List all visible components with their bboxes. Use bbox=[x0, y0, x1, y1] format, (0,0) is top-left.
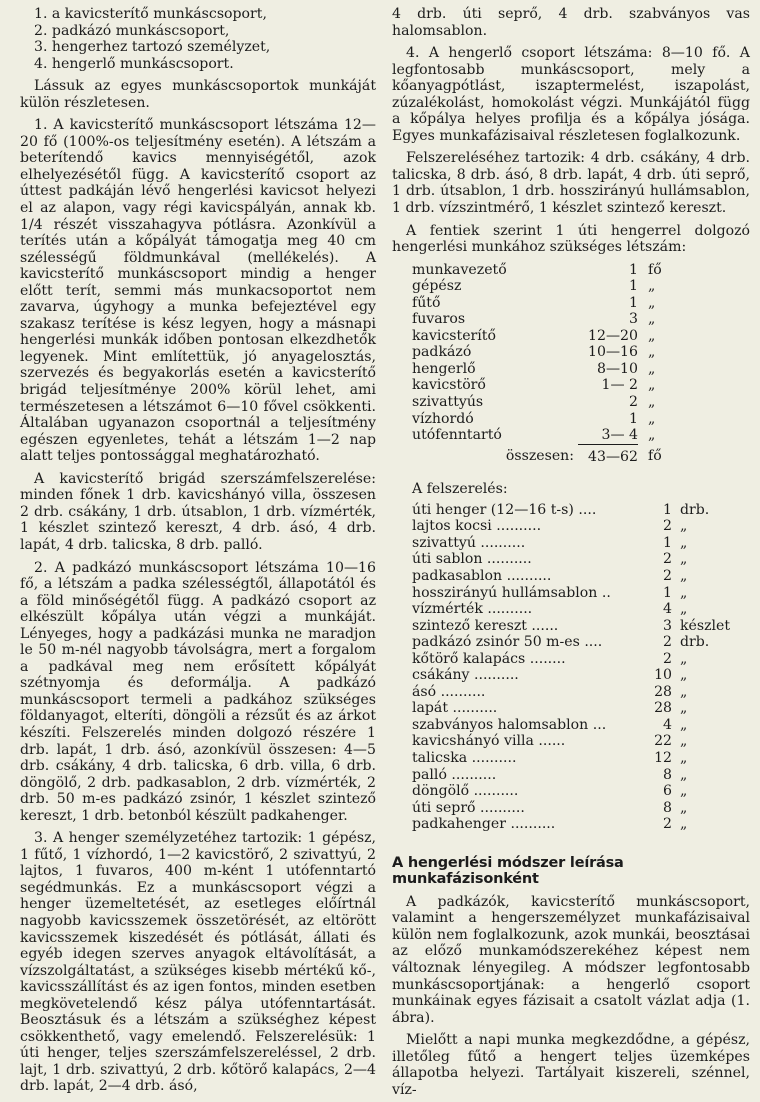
equipment-count: 3 bbox=[663, 617, 672, 634]
staff-role: fűtő bbox=[412, 294, 441, 311]
equipment-item: szabványos halomsablon ... bbox=[412, 716, 607, 733]
paragraph: A fentiek szerint 1 úti hengerrel dolgozó hengerlési munkához szükséges létszám: bbox=[392, 222, 750, 256]
staff-count: 1— 2 bbox=[601, 377, 638, 394]
staff-count: 3 bbox=[629, 311, 638, 328]
table-row bbox=[412, 618, 740, 635]
equipment-count: 8 bbox=[663, 799, 672, 816]
staff-role: szivattyús bbox=[412, 394, 484, 411]
equipment-item: lapát .......... bbox=[412, 700, 498, 717]
table-row bbox=[412, 394, 688, 411]
paragraph: A kavicsterítő brigád szerszámfelszerelése: minden főnek 1 drb. kavicshányó villa, összesen 2 drb. csákány, 1 drb. útsablon, 1 drb. vízmérték, 1 készlet szintező kereszt, 4 drb. ásó, 4 drb. lapát, 4 drb. talicska, 8 drb. palló. bbox=[20, 470, 376, 553]
equipment-count: 4 bbox=[663, 716, 672, 733]
equipment-count: 10 bbox=[654, 667, 672, 684]
left-column bbox=[20, 6, 376, 1095]
equipment-item: palló .......... bbox=[412, 766, 497, 783]
table-row bbox=[412, 783, 740, 800]
equipment-count: 28 bbox=[654, 683, 672, 700]
equipment-table bbox=[412, 502, 740, 833]
table-row bbox=[412, 651, 740, 668]
staff-count: 1 bbox=[629, 410, 638, 427]
equipment-item: hosszirányú hullámsablon .. bbox=[412, 584, 611, 601]
table-row bbox=[412, 717, 740, 734]
equipment-heading: A felszerelés: bbox=[412, 481, 508, 498]
list-item: 4. hengerlő munkáscsoport. bbox=[34, 55, 234, 72]
list-item: 3. hengerhez tartozó személyzet, bbox=[34, 39, 271, 56]
table-row bbox=[412, 684, 740, 701]
paragraph: 4. A hengerlő csoport létszáma: 8—10 fő. A legfontosabb munkáscsoport, mely a kőanyagpótlást, iszaptermelést, iszapolást, zúzalékolást, homokolást végzi. Munkájától függ a kőpálya helyes profilja és a kőpálya jósága. Egyes munkafázisaival részletesen foglalkozunk. bbox=[392, 45, 750, 144]
table-row bbox=[412, 767, 740, 784]
equipment-unit: „ bbox=[680, 518, 688, 535]
equipment-unit: „ bbox=[680, 733, 688, 750]
equipment-unit: „ bbox=[680, 683, 688, 700]
staff-role: kavicsterítő bbox=[412, 327, 496, 344]
table-row bbox=[412, 518, 740, 535]
equipment-unit: „ bbox=[680, 551, 688, 568]
table-row bbox=[412, 262, 688, 279]
staff-count: 2 bbox=[629, 394, 638, 411]
equipment-count: 4 bbox=[663, 601, 672, 618]
staff-count: 1 bbox=[629, 294, 638, 311]
staff-count: 8—10 bbox=[597, 360, 638, 377]
table-row bbox=[412, 361, 688, 378]
staff-count: 12—20 bbox=[588, 327, 638, 344]
equipment-unit: készlet bbox=[680, 617, 731, 634]
staff-total-label: összesen: bbox=[505, 448, 574, 465]
equipment-unit: „ bbox=[680, 816, 688, 833]
equipment-unit: drb. bbox=[680, 634, 710, 651]
equipment-count: 2 bbox=[663, 567, 672, 584]
staff-table bbox=[412, 262, 688, 466]
table-row bbox=[412, 535, 740, 552]
equipment-item: kavicshányó villa ...... bbox=[412, 733, 566, 750]
equipment-item: ásó .......... bbox=[412, 683, 486, 700]
equipment-unit: „ bbox=[680, 766, 688, 783]
staff-unit: „ bbox=[648, 427, 656, 444]
equipment-item: szivattyú .......... bbox=[412, 534, 526, 551]
equipment-item: vízmérték .......... bbox=[412, 601, 533, 618]
table-row bbox=[412, 601, 740, 618]
staff-total-unit: fő bbox=[648, 448, 662, 465]
equipment-item: lajtos kocsi .......... bbox=[412, 518, 542, 535]
equipment-item: csákány .......... bbox=[412, 667, 519, 684]
equipment-item: padkasablon .......... bbox=[412, 567, 552, 584]
equipment-unit: „ bbox=[680, 799, 688, 816]
paragraph: A padkázók, kavicsterítő munkáscsoport, valamint a hengerszemélyzet munkafázisaival külön nem foglalkozunk, azok munkái, beosztásai az előző munkamódszerekéhez képest nem változnak lényegileg. A módszer legfontosabb munkáscsoportjának: a hengerlő csoport munkáinak egyes fázisait a csatolt vázlat adja (1. ábra). bbox=[392, 893, 750, 1026]
equipment-unit: „ bbox=[680, 749, 688, 766]
staff-role: padkázó bbox=[412, 344, 472, 361]
list-item: 2. padkázó munkáscsoport, bbox=[34, 22, 230, 39]
table-row bbox=[412, 667, 740, 684]
equipment-count: 1 bbox=[663, 534, 672, 551]
table-row bbox=[412, 411, 688, 428]
equipment-unit: drb. bbox=[680, 501, 710, 518]
staff-unit: „ bbox=[648, 278, 656, 295]
staff-total-count: 43—62 bbox=[588, 448, 638, 465]
table-row bbox=[412, 311, 688, 328]
equipment-unit: „ bbox=[680, 601, 688, 618]
equipment-count: 12 bbox=[654, 749, 672, 766]
paragraph: 1. A kavicsterítő munkáscsoport létszáma 12—20 fő (100%-os teljesítmény esetén). A létszám a beterítendő kavics mennyiségétől, azok elhelyezésétől függ. A kavicsterítő csoport az úttest padkáján lévő hengerlési kavicsot helyezi el az alapon, vagy régi kavicspályán, annak kb. 1/4 részét visszahagyva pótlásra. Azonkívül a terítés után a kőpályát támogatja meg 40 cm szélességű földmunkával (mellékelés). A kavicsterítő munkáscsoport mindig a henger előtt terít, semmi más munkacsoportot nem zavarva, úgyhogy a munka befejeztével egy szakasz terítése is kész legyen, hogy a másnapi hengerlési munkák időben pontosan elkezdhetők legyenek. Mint említettük, jó anyagelosztás, szervezés és begyakorlás esetén a kavicsterítő brigád teljesítménye 200% körül lehet, ami természetesen a létszámot 6—10 fővel csökkenti. Általában ugyanazon csoportnál a teljesítmény egészen egyenletes, tehát a létszám 1—2 nap alatt teljes pontossággal meghatározható. bbox=[20, 117, 376, 465]
table-row bbox=[412, 816, 740, 833]
equipment-item: kőtörő kalapács ........ bbox=[412, 650, 566, 667]
table-row bbox=[412, 800, 740, 817]
staff-unit: „ bbox=[648, 360, 656, 377]
staff-role: utófenntartó bbox=[412, 427, 502, 444]
table-row bbox=[412, 568, 740, 585]
table-row bbox=[412, 750, 740, 767]
equipment-item: padkázó zsinór 50 m-es .... bbox=[412, 634, 603, 651]
equipment-unit: „ bbox=[680, 534, 688, 551]
list-item: 1. a kavicsterítő munkáscsoport, bbox=[34, 6, 267, 22]
equipment-count: 22 bbox=[654, 733, 672, 750]
table-row bbox=[412, 551, 740, 568]
table-row bbox=[412, 585, 740, 602]
equipment-unit: „ bbox=[680, 584, 688, 601]
staff-unit: „ bbox=[648, 394, 656, 411]
equipment-count: 1 bbox=[663, 584, 672, 601]
table-row bbox=[412, 377, 688, 394]
equipment-item: szintező kereszt ...... bbox=[412, 617, 559, 634]
equipment-count: 28 bbox=[654, 700, 672, 717]
staff-count: 3— 4 bbox=[578, 427, 638, 444]
paragraph: Mielőtt a napi munka megkezdődne, a gépész, illetőleg fűtő a hengert teljes üzemképes állapotba helyezi. Tartályait kiszereli, szénnel, víz- bbox=[392, 1032, 750, 1098]
equipment-count: 2 bbox=[663, 518, 672, 535]
equipment-item: padkahenger .......... bbox=[412, 816, 556, 833]
equipment-item: döngölő .......... bbox=[412, 783, 519, 800]
section-heading: A hengerlési módszer leírása munkafázisonként bbox=[392, 854, 624, 888]
table-row bbox=[412, 344, 688, 361]
equipment-item: úti seprő .......... bbox=[412, 799, 525, 816]
staff-role: hengerlő bbox=[412, 360, 476, 377]
table-row bbox=[412, 278, 688, 295]
staff-unit: „ bbox=[648, 294, 656, 311]
table-row bbox=[412, 328, 688, 345]
equipment-count: 1 bbox=[663, 501, 672, 518]
staff-count: 10—16 bbox=[588, 344, 638, 361]
right-column bbox=[392, 6, 750, 1098]
table-row-total bbox=[412, 444, 688, 465]
equipment-count: 2 bbox=[663, 634, 672, 651]
staff-unit: fő bbox=[648, 261, 662, 278]
staff-unit: „ bbox=[648, 410, 656, 427]
staff-unit: „ bbox=[648, 327, 656, 344]
equipment-count: 2 bbox=[663, 551, 672, 568]
paragraph: 2. A padkázó munkáscsoport létszáma 10—16 fő, a létszám a padka szélességtől, állapotától és a föld minőségétől függ. A padkázó csoport az elkészült kőpálya után végzi a munkáját. Lényeges, hogy a padkázási munka ne maradjon le 50 m-nél nagyobb távolságra, mert a forgalom a padkával meg nem erősített kőpályát szétnyomja és deformálja. A padkázó munkáscsoport termeli a padkához szükséges földanyagot, elteríti, döngöli a rézsűt és az árkot készíti. Felszerelés minden dolgozó részére 1 drb. lapát, 1 drb. ásó, azonkívül összesen: 4—5 drb. csákány, 4 drb. talicska, 6 drb. villa, 6 drb. döngölő, 2 drb. padkasablon, 2 drb. vízmérték, 2 drb. 50 m-es padkázó zsinór, 1 készlet szintező kereszt, 1 drb. betonból készült padkahenger. bbox=[20, 559, 376, 824]
equipment-item: úti henger (12—16 t-s) .... bbox=[412, 501, 597, 518]
staff-role: vízhordó bbox=[412, 410, 474, 427]
staff-role: gépész bbox=[412, 278, 462, 295]
staff-role: fuvaros bbox=[412, 311, 466, 328]
equipment-unit: „ bbox=[680, 650, 688, 667]
staff-unit: „ bbox=[648, 377, 656, 394]
equipment-unit: „ bbox=[680, 716, 688, 733]
table-row bbox=[412, 427, 688, 444]
table-row bbox=[412, 733, 740, 750]
equipment-count: 8 bbox=[663, 766, 672, 783]
paragraph: Felszereléséhez tartozik: 4 drb. csákány, 4 drb. talicska, 8 drb. ásó, 8 drb. lapát, 4 drb. úti seprő, 1 drb. útsablon, 1 drb. hosszirányú hullámsablon, 1 drb. vízszintmérő, 1 készlet szintező kereszt. bbox=[392, 150, 750, 217]
staff-count: 1 bbox=[629, 261, 638, 278]
equipment-unit: „ bbox=[680, 700, 688, 717]
paragraph: 4 drb. úti seprő, 4 drb. szabványos vas halomsablon. bbox=[392, 6, 750, 39]
equipment-unit: „ bbox=[680, 783, 688, 800]
equipment-count: 6 bbox=[663, 783, 672, 800]
equipment-item: úti sablon .......... bbox=[412, 551, 532, 568]
equipment-count: 2 bbox=[663, 650, 672, 667]
staff-role: munkavezető bbox=[412, 261, 507, 278]
paragraph: 3. A henger személyzetéhez tartozik: 1 gépész, 1 fűtő, 1 vízhordó, 1—2 kavicstörő, 2 szivattyú, 2 lajtos, 1 fuvaros, 400 m-ként 1 utófenntartó segédmunkás. Ez a munkáscsoport végzi a henger üzemeltetését, az esetleges előírtnál nagyobb kavicsszemek összetörését, az eltörött kavicsszemek kiszedését és pótlását, állati és egyéb idegen szerves anyagok eltávolítását, a vízszolgáltatást, a szükséges kisebb mértékű kő-, kavicsszállítást és az igen fontos, minden esetben megkövetelendő kész pálya utófenntartását. Beosztásuk és a létszám a szükséghez képest csökkenthető, vagy emelendő. Felszerelésük: 1 úti henger, teljes szerszámfelszereléssel, 2 drb. lajt, 1 drb. szivattyú, 2 drb. kőtörő kalapács, 2—4 drb. lapát, 2—4 drb. ásó, bbox=[20, 830, 376, 1095]
table-row bbox=[412, 634, 740, 651]
table-row bbox=[412, 502, 740, 519]
table-row bbox=[412, 700, 740, 717]
staff-role: kavicstörő bbox=[412, 377, 486, 394]
staff-count: 1 bbox=[629, 278, 638, 295]
table-row bbox=[412, 295, 688, 312]
paragraph: Lássuk az egyes munkáscsoportok munkáját külön részletesen. bbox=[20, 78, 376, 111]
equipment-unit: „ bbox=[680, 667, 688, 684]
staff-unit: „ bbox=[648, 344, 656, 361]
equipment-unit: „ bbox=[680, 567, 688, 584]
staff-unit: „ bbox=[648, 311, 656, 328]
equipment-count: 2 bbox=[663, 816, 672, 833]
equipment-item: talicska .......... bbox=[412, 749, 517, 766]
